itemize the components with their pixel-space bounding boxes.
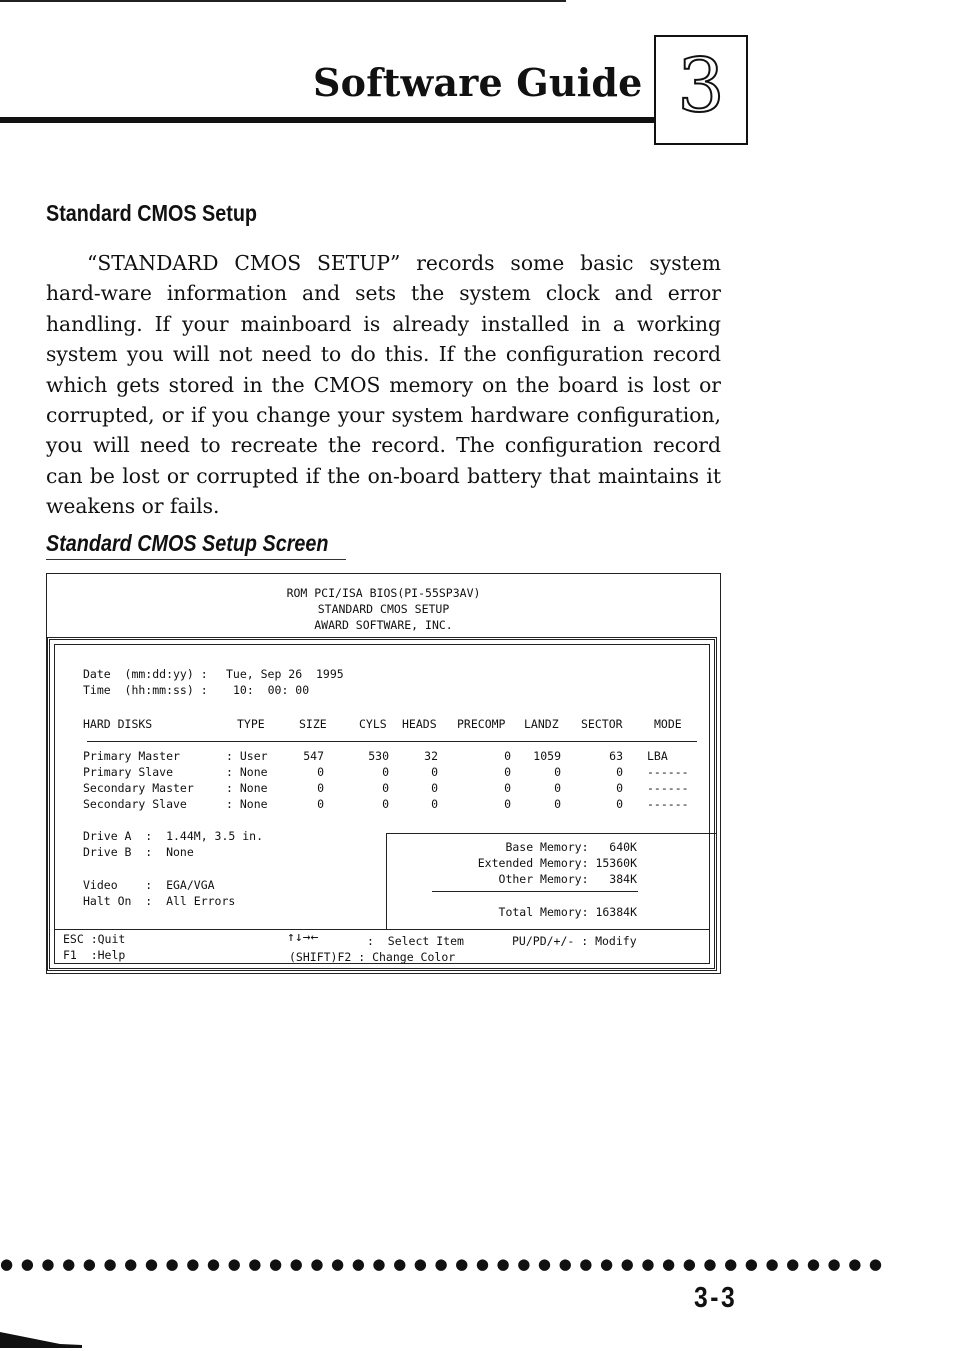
disk-cell[interactable]: : User <box>226 749 268 763</box>
select-item: : Select Item <box>367 934 464 948</box>
disk-cell[interactable]: 32 <box>424 749 438 763</box>
modify-keys[interactable]: PU/PD/+/- : Modify <box>512 934 637 948</box>
disk-cell[interactable]: LBA <box>647 749 668 763</box>
disk-cell[interactable]: ------ <box>647 781 689 795</box>
disk-cell[interactable]: 0 <box>431 797 438 811</box>
disk-cell[interactable]: : None <box>226 781 268 795</box>
disk-cell[interactable]: 547 <box>303 749 324 763</box>
bios-screen <box>46 573 721 974</box>
disk-cell[interactable]: 0 <box>504 765 511 779</box>
total-memory: Total Memory: 16384K <box>498 905 637 919</box>
help-bar <box>55 929 709 971</box>
body-paragraph: “STANDARD CMOS SETUP” records some basic system hard-ware information and sets the system clock and error handling. If your mainboard is already installed in a working system you will not need to do this. If the configuration record which gets stored in the CMOS memory on the board is lost or corrupted, or if you change your system hardware configuration, you will need to recreate the record. The configuration record can be lost or corrupted if the on-board battery that maintains it weakens or fails. <box>46 251 721 519</box>
date-value[interactable]: Tue, Sep 26 1995 <box>226 667 344 681</box>
disk-cell[interactable]: 0 <box>616 781 623 795</box>
disk-cell[interactable]: 0 <box>382 781 389 795</box>
hd-header: CYLS <box>359 717 387 731</box>
hd-header: SIZE <box>299 717 327 731</box>
bios-title-line: ROM PCI/ISA BIOS(PI-55SP3AV) <box>286 586 481 600</box>
disk-name: Primary Slave <box>83 765 174 779</box>
corner-mark <box>0 1328 82 1348</box>
change-color[interactable]: (SHIFT)F2 : Change Color <box>289 950 456 964</box>
disk-cell[interactable]: 0 <box>504 749 511 763</box>
disk-cell[interactable]: 0 <box>554 781 561 795</box>
disk-name: Secondary Slave <box>83 797 187 811</box>
hd-header: HEADS <box>402 717 437 731</box>
chapter-number: 3 <box>677 43 725 129</box>
disk-cell[interactable]: ------ <box>647 797 689 811</box>
disk-cell[interactable]: 0 <box>317 797 324 811</box>
f1-help[interactable]: F1 :Help <box>63 948 126 962</box>
disk-name: Secondary Master <box>83 781 194 795</box>
disk-cell[interactable]: 0 <box>554 765 561 779</box>
bios-title-line: STANDARD CMOS SETUP <box>317 602 450 616</box>
bios-main-frame <box>47 637 717 971</box>
disk-cell[interactable]: 0 <box>431 781 438 795</box>
drive-b[interactable]: Drive B : None <box>83 845 194 859</box>
hd-header: HARD DISKS <box>83 717 153 731</box>
halt-on-setting[interactable]: Halt On : All Errors <box>83 894 236 908</box>
drive-a[interactable]: Drive A : 1.44M, 3.5 in. <box>83 829 264 843</box>
time-label: Time (hh:mm:ss) : <box>83 683 208 697</box>
disk-cell[interactable]: 0 <box>317 781 324 795</box>
other-memory: Other Memory: 384K <box>498 872 637 886</box>
disk-cell[interactable]: 530 <box>368 749 389 763</box>
disk-cell[interactable]: 1059 <box>533 749 561 763</box>
disk-cell[interactable]: 0 <box>431 765 438 779</box>
extended-memory: Extended Memory: 15360K <box>477 856 637 870</box>
disk-cell[interactable]: 0 <box>554 797 561 811</box>
disk-cell[interactable]: 0 <box>616 765 623 779</box>
base-memory: Base Memory: 640K <box>505 840 637 854</box>
hd-header: LANDZ <box>524 717 559 731</box>
disk-cell[interactable]: 0 <box>504 781 511 795</box>
disk-name: Primary Master <box>83 749 180 763</box>
date-label: Date (mm:dd:yy) : <box>83 667 208 681</box>
title-rule <box>0 117 654 123</box>
sub-heading: Standard CMOS Setup Screen <box>46 530 329 556</box>
hd-header: SECTOR <box>581 717 623 731</box>
footer-dot-rule: ●●●●●●●●●●●●●●●●●●●●●●●●●●●●●●●●●●●●●●●●●●● <box>0 1255 890 1273</box>
esc-quit[interactable]: ESC :Quit <box>63 932 126 946</box>
memory-box <box>386 833 717 929</box>
video-setting[interactable]: Video : EGA/VGA <box>83 878 215 892</box>
bios-title-line: AWARD SOFTWARE, INC. <box>314 618 453 632</box>
disk-cell[interactable]: ------ <box>647 765 689 779</box>
disk-cell[interactable]: 0 <box>317 765 324 779</box>
hd-header-rule <box>87 741 697 742</box>
disk-cell[interactable]: 0 <box>616 797 623 811</box>
hd-header: PRECOMP <box>457 717 506 731</box>
disk-cell[interactable]: : None <box>226 765 268 779</box>
arrow-keys-icon: ↑↓→← <box>287 930 319 945</box>
disk-cell[interactable]: : None <box>226 797 268 811</box>
sub-heading-rule <box>46 559 346 560</box>
top-rule <box>0 0 566 2</box>
page-number: 3-3 <box>694 1282 738 1314</box>
bios-inner-frame <box>54 644 710 964</box>
section-heading: Standard CMOS Setup <box>46 200 258 226</box>
hd-header: TYPE <box>237 717 265 731</box>
disk-cell[interactable]: 0 <box>382 765 389 779</box>
hd-header: MODE <box>654 717 682 731</box>
disk-cell[interactable]: 0 <box>382 797 389 811</box>
time-value[interactable]: 10: 00: 00 <box>233 683 310 697</box>
chapter-number-box <box>654 35 748 145</box>
disk-cell[interactable]: 63 <box>609 749 623 763</box>
memory-rule <box>432 891 638 892</box>
chapter-title: Software Guide <box>313 60 643 105</box>
disk-cell[interactable]: 0 <box>504 797 511 811</box>
